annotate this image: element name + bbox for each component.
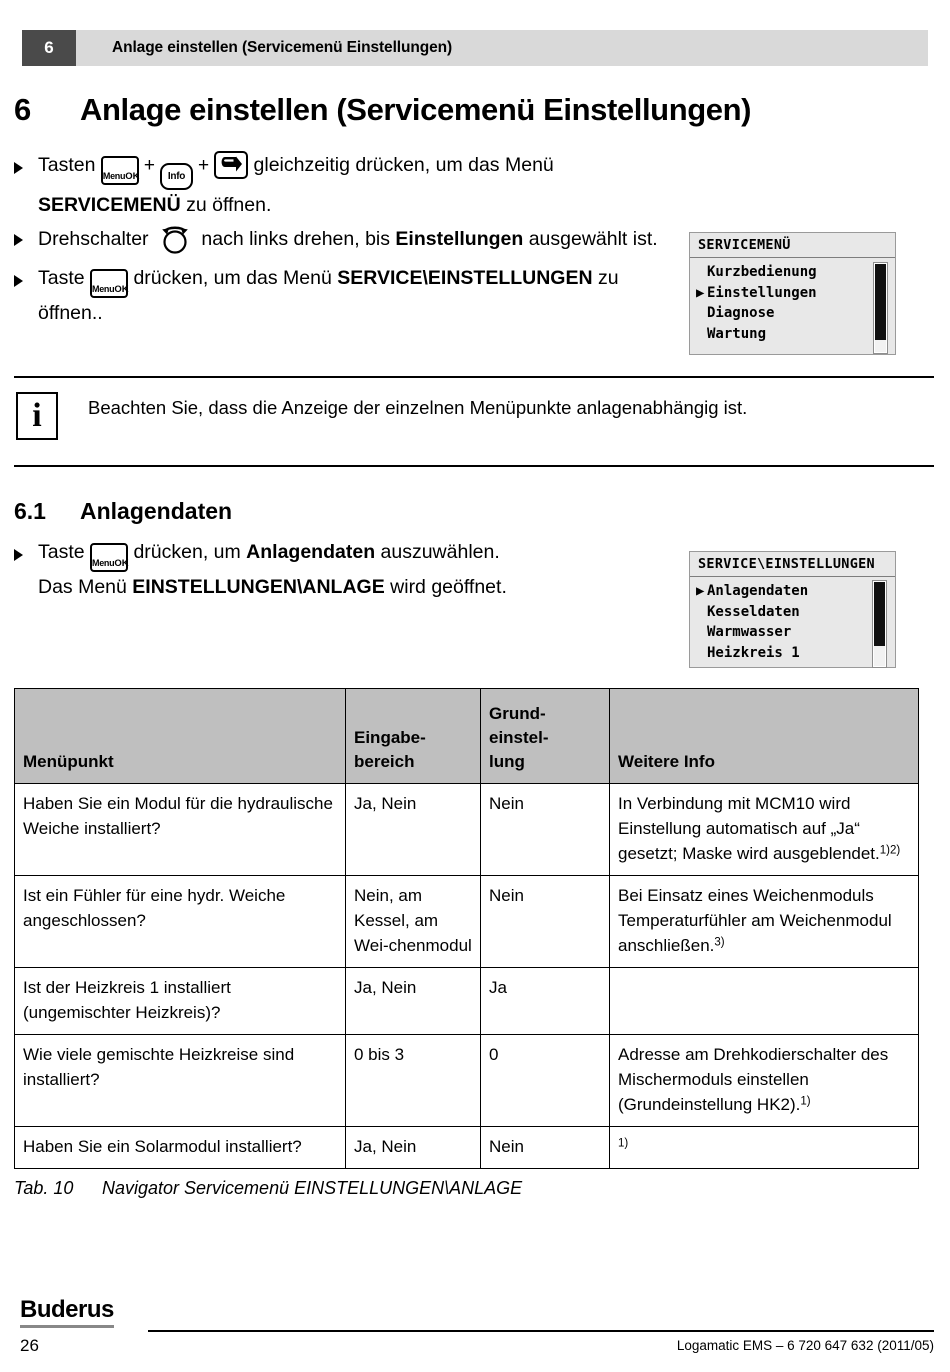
step-2-text — [38, 222, 694, 254]
section-step-line2-pre: Das Menü — [38, 576, 133, 598]
cell-menupunkt: Ist der Heizkreis 1 installiert (ungemischter Heizkreis)? — [15, 968, 346, 1035]
display-row — [690, 324, 895, 345]
footnote-ref: 1) — [800, 1095, 811, 1108]
row-label: Warmwasser — [707, 624, 792, 640]
document-reference: Logamatic EMS – 6 720 647 632 (2011/05) — [676, 1338, 934, 1353]
footnote-ref: 3) — [714, 936, 725, 949]
section-step-line2-post: wird geöffnet. — [384, 576, 507, 598]
footer-divider — [148, 1330, 934, 1332]
table-caption-text: Navigator Servicemenü EINSTELLUNGEN\ANLAGE — [102, 1178, 523, 1198]
display-row-selected — [690, 581, 895, 602]
plus-sign-2: + — [197, 155, 210, 176]
step-1-mid: gleichzeitig drücken, um das Menü — [248, 154, 554, 176]
table-row — [15, 784, 919, 876]
running-header — [22, 30, 928, 66]
bullet-triangle-icon — [14, 537, 38, 576]
bullet-triangle-icon — [14, 263, 38, 302]
cell-weitere-info — [610, 1127, 919, 1169]
display-row — [690, 602, 895, 623]
back-key-icon — [214, 151, 248, 179]
cell-eingabebereich: Ja, Nein — [346, 784, 481, 876]
section-step-line2-emphasis: EINSTELLUNGEN\ANLAGE — [132, 576, 385, 598]
display-panel-servicemenu — [689, 232, 896, 355]
step-3-mid: drücken, um das Menü — [128, 267, 338, 289]
cell-weitere-info — [610, 876, 919, 968]
footnote-ref: 1)2) — [879, 844, 901, 857]
info-key-icon: Info — [160, 163, 193, 190]
menu-ok-key-icon — [90, 543, 128, 572]
step-3-line2: öffnen.. — [38, 302, 103, 324]
menu-ok-key-bottom-label: OK — [114, 558, 129, 569]
column-header-eingabebereich — [346, 689, 481, 784]
section-heading — [14, 498, 232, 525]
section-step-lead: Taste — [38, 541, 91, 563]
cell-grundeinstellung: Nein — [481, 1127, 610, 1169]
display-row — [690, 622, 895, 643]
list-item — [14, 537, 684, 602]
scrollbar-track[interactable] — [874, 646, 885, 666]
step-2-lead: Drehschalter — [38, 228, 154, 250]
table-row — [15, 876, 919, 968]
menu-ok-key-icon — [90, 269, 128, 298]
divider-bottom — [14, 465, 934, 467]
step-2-mid: nach links drehen, bis — [195, 228, 396, 250]
cell-grundeinstellung: Nein — [481, 784, 610, 876]
column-header-weitere-info: Weitere Info — [610, 689, 919, 784]
step-2-tail: ausgewählt ist. — [523, 228, 658, 250]
cell-eingabebereich: Ja, Nein — [346, 1127, 481, 1169]
display-body — [690, 577, 895, 663]
note-box — [16, 392, 936, 440]
section-title-text: Anlagendaten — [80, 498, 233, 524]
list-item — [14, 222, 694, 261]
display-title: SERVICE\EINSTELLUNGEN — [690, 552, 895, 577]
row-label: Wartung — [707, 325, 767, 342]
table-caption-label: Tab. 10 — [14, 1178, 74, 1198]
step-3-tail: zu — [592, 267, 619, 289]
section-instruction-list — [14, 537, 684, 604]
chapter-title-number: 6 — [14, 92, 31, 127]
row-label: Einstellungen — [707, 284, 817, 301]
section-step-emphasis: Anlagendaten — [246, 541, 376, 563]
display-row — [690, 262, 895, 283]
page-number: 26 — [20, 1336, 39, 1355]
column-header-line: Grund- — [489, 704, 546, 723]
column-header-menupunkt: Menüpunkt — [15, 689, 346, 784]
chapter-number-box: 6 — [22, 30, 76, 66]
cell-menupunkt: Haben Sie ein Solarmodul installiert? — [15, 1127, 346, 1169]
column-header-line: einstel- — [489, 728, 549, 747]
row-label: Kesseldaten — [707, 603, 800, 620]
step-3-lead: Taste — [38, 267, 91, 289]
cell-text: Bei Einsatz eines Weichenmoduls Temperaturfühler am Weichenmodul anschließen. — [618, 886, 892, 955]
selection-arrow-icon: ▶ — [696, 284, 705, 301]
cell-menupunkt: Wie viele gemischte Heizkreise sind installiert? — [15, 1035, 346, 1127]
cell-menupunkt: Ist ein Fühler für eine hydr. Weiche angeschlossen? — [15, 876, 346, 968]
display-title: SERVICEMENÜ — [690, 233, 895, 258]
instruction-list — [14, 150, 694, 330]
chapter-title-text: Anlage einstellen (Servicemenü Einstellungen) — [80, 92, 752, 127]
display-scrollbar[interactable] — [873, 581, 886, 667]
display-row — [690, 303, 895, 324]
running-header-title: Anlage einstellen (Servicemenü Einstellungen) — [112, 39, 453, 56]
step-1-tail: zu öffnen. — [180, 194, 272, 216]
list-item — [14, 150, 694, 220]
menu-ok-key-top-label: Menu — [92, 284, 115, 294]
step-1-lead: Tasten — [38, 154, 101, 176]
cell-weitere-info — [610, 784, 919, 876]
cell-eingabebereich: Nein, am Kessel, am Wei-chenmodul — [346, 876, 481, 968]
scrollbar-thumb[interactable] — [874, 582, 885, 646]
table-row — [15, 1127, 919, 1169]
display-row — [690, 643, 895, 664]
column-header-line: lung — [489, 752, 525, 771]
scrollbar-thumb[interactable] — [875, 264, 886, 340]
cell-weitere-info — [610, 1035, 919, 1127]
note-text: Beachten Sie, dass die Anzeige der einzelnen Menüpunkte anlagenabhängig ist. — [88, 397, 748, 418]
cell-grundeinstellung: 0 — [481, 1035, 610, 1127]
bullet-triangle-icon — [14, 222, 38, 261]
menu-ok-key-top-label: Menu — [102, 171, 126, 181]
column-header-grundeinstellung — [481, 689, 610, 784]
menu-ok-key-icon — [101, 156, 139, 185]
column-header-line: bereich — [354, 752, 415, 771]
display-scrollbar[interactable] — [874, 263, 887, 353]
table-row — [15, 968, 919, 1035]
column-header-line: Eingabe- — [354, 728, 426, 747]
row-label: Diagnose — [707, 305, 775, 321]
display-panel-einstellungen — [689, 551, 896, 668]
menu-ok-key-top-label: Menu — [92, 558, 115, 568]
section-step-text — [38, 537, 684, 602]
brand-logo: Buderus — [20, 1297, 114, 1328]
display-row-selected — [690, 283, 895, 304]
plus-sign-1: + — [143, 155, 155, 176]
cell-eingabebereich: 0 bis 3 — [346, 1035, 481, 1127]
settings-table — [14, 688, 919, 1169]
cell-grundeinstellung: Ja — [481, 968, 610, 1035]
cell-eingabebereich: Ja, Nein — [346, 968, 481, 1035]
cell-weitere-info — [610, 968, 919, 1035]
divider-top — [14, 376, 934, 378]
display-body — [690, 258, 895, 344]
row-label: Heizkreis 1 — [707, 644, 800, 661]
row-label: Kurzbedienung — [707, 264, 817, 280]
page-title — [14, 92, 934, 128]
scrollbar-track[interactable] — [875, 340, 886, 352]
list-item — [14, 263, 694, 328]
table-row — [15, 1035, 919, 1127]
section-step-tail: auszuwählen. — [375, 541, 500, 563]
row-label: Anlagendaten — [707, 583, 809, 599]
section-number: 6.1 — [14, 498, 46, 524]
cell-grundeinstellung: Nein — [481, 876, 610, 968]
step-3-text — [38, 263, 694, 328]
bullet-triangle-icon — [14, 150, 38, 189]
menu-ok-key-bottom-label: OK — [125, 171, 140, 182]
info-icon: i — [16, 392, 58, 440]
cell-text: In Verbindung mit MCM10 wird Einstellung automatisch auf „Ja“ gesetzt; Maske wird ausgeblendet. — [618, 794, 880, 863]
table-header-row — [15, 689, 919, 784]
cell-menupunkt: Haben Sie ein Modul für die hydraulische Weiche installiert? — [15, 784, 346, 876]
menu-ok-key-bottom-label: OK — [114, 284, 129, 295]
section-step-mid: drücken, um — [128, 541, 247, 563]
footnote-ref: 1) — [618, 1137, 629, 1150]
selection-arrow-icon: ▶ — [696, 583, 705, 599]
step-3-emphasis: SERVICE\EINSTELLUNGEN — [337, 267, 593, 289]
step-1-text — [38, 150, 694, 220]
rotary-dial-icon — [154, 222, 196, 254]
step-1-emphasis: SERVICEMENÜ — [38, 194, 181, 216]
step-2-emphasis: Einstellungen — [395, 228, 524, 250]
table-caption — [14, 1178, 522, 1199]
cell-text: Adresse am Drehkodierschalter des Mischermoduls einstellen (Grundeinstellung HK2). — [618, 1045, 889, 1114]
